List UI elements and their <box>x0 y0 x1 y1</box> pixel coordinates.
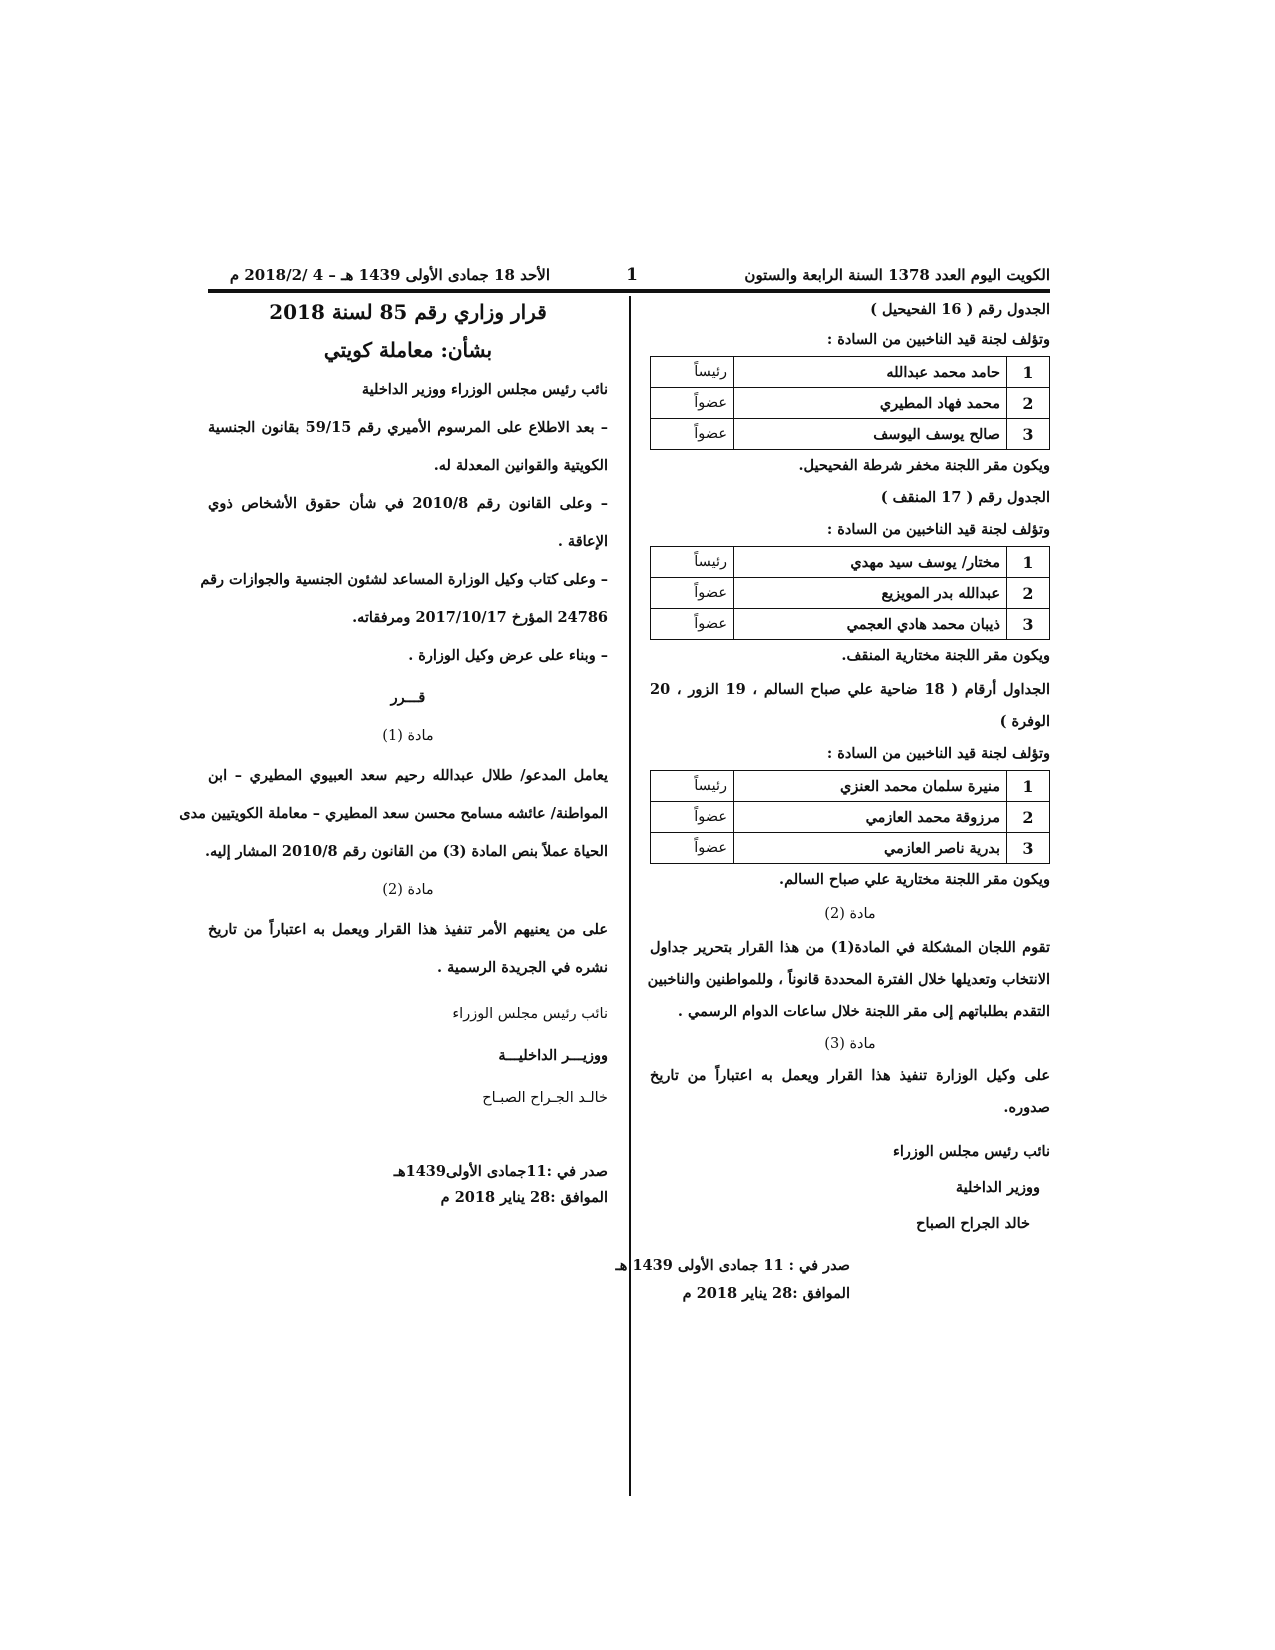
table-row <box>651 357 1050 388</box>
table-18-20-heading-2: الوفرة ) <box>999 713 1050 730</box>
member-name: بدرية ناصر العازمي <box>734 833 1007 864</box>
row-number: 1 <box>1007 771 1050 802</box>
member-name: منيرة سلمان محمد العنزي <box>734 771 1007 802</box>
table-18-20-seat: ويكون مقر اللجنة مختارية علي صباح السالم. <box>779 871 1050 888</box>
member-role: رئيساً <box>651 357 734 388</box>
issue-date-block <box>615 1256 1050 1304</box>
member-role: رئيساً <box>651 547 734 578</box>
member-role: عضواً <box>651 419 734 450</box>
committee-table-17 <box>650 546 1050 640</box>
left-issued-gregorian: الموافق :28 يناير 2018 م <box>440 1189 608 1206</box>
decision-issuer: نائب رئيس مجلس الوزراء ووزير الداخلية <box>361 381 608 398</box>
member-role: رئيساً <box>651 771 734 802</box>
header-date: الأحد 18 جمادى الأولى 1439 هـ – 4 /2018/2 م <box>229 266 550 284</box>
table-18-20-intro: وتؤلف لجنة قيد الناخبين من السادة : <box>826 745 1050 762</box>
article-3-title: مادة (3) <box>824 1036 876 1052</box>
preamble-3-line-1: – وعلى كتاب وكيل الوزارة المساعد لشئون الجنسية والجوازات رقم <box>200 571 608 588</box>
article-2-left-line-1: على من يعنيهم الأمر تنفيذ هذا القرار ويعمل به اعتباراً من تاريخ <box>208 921 608 938</box>
table-17-intro: وتؤلف لجنة قيد الناخبين من السادة : <box>826 521 1050 538</box>
decision-subject: بشأن: معاملة كويتي <box>323 338 493 362</box>
preamble-2-line-1: – وعلى القانون رقم 2010/8 في شأن حقوق الأشخاص ذوي <box>208 495 608 512</box>
member-name: محمد فهاد المطيري <box>734 388 1007 419</box>
article-2-line-3: التقدم بطلباتهم إلى مقر اللجنة خلال ساعات الدوام الرسمي . <box>677 1003 1050 1020</box>
row-number: 3 <box>1007 419 1050 450</box>
row-number: 3 <box>1007 833 1050 864</box>
table-row <box>651 609 1050 640</box>
table-row <box>651 833 1050 864</box>
table-16-seat: ويكون مقر اللجنة مخفر شرطة الفحيحيل. <box>798 457 1050 474</box>
preamble-1-line-2: الكويتية والقوانين المعدلة له. <box>433 457 608 474</box>
preamble-3-line-2: 24786 المؤرخ 2017/10/17 ومرفقاته. <box>352 609 608 626</box>
left-signature-name: خالـد الجـراح الصبـاح <box>482 1090 608 1106</box>
article-1-line-1: يعامل المدعو/ طلال عبدالله رحيم سعد العبيوي المطيري – ابن <box>208 767 608 784</box>
column-divider <box>629 296 631 1496</box>
header-rule <box>208 289 1050 293</box>
table-row <box>651 578 1050 609</box>
table-18-20-heading-1: الجداول أرقام ( 18 ضاحية علي صباح السالم ، 19 الزور ، 20 <box>650 681 1050 698</box>
header-issue-info: الكويت اليوم العدد 1378 السنة الرابعة والستون <box>744 266 1050 284</box>
member-role: عضواً <box>651 388 734 419</box>
article-2-line-1: تقوم اللجان المشكلة في المادة(1) من هذا القرار بتحرير جداول <box>650 939 1051 956</box>
table-row <box>651 419 1050 450</box>
decided-heading: قـــرر <box>390 689 426 706</box>
article-3-line-2: صدوره. <box>1003 1099 1050 1116</box>
member-role: عضواً <box>651 578 734 609</box>
issued-hijri: صدر في : 11 جمادى الأولى 1439 هـ <box>615 1257 850 1274</box>
member-role: عضواً <box>651 609 734 640</box>
issued-gregorian: الموافق :28 يناير 2018 م <box>682 1285 850 1302</box>
row-number: 2 <box>1007 578 1050 609</box>
member-name: حامد محمد عبدالله <box>734 357 1007 388</box>
article-1-line-2: المواطنة/ عائشه مسامح محسن سعد المطيري – معاملة الكويتيين مدى <box>179 805 608 822</box>
decision-title: قرار وزاري رقم 85 لسنة 2018 <box>269 300 547 324</box>
row-number: 2 <box>1007 388 1050 419</box>
preamble-1-line-1: – بعد الاطلاع على المرسوم الأميري رقم 59/15 بقانون الجنسية <box>208 419 609 436</box>
left-issued-hijri: صدر في :11جمادى الأولى1439هـ <box>393 1163 608 1180</box>
table-row <box>651 802 1050 833</box>
member-name: صالح يوسف اليوسف <box>734 419 1007 450</box>
signature-ministry: ووزير الداخلية <box>955 1179 1040 1196</box>
signature-title: نائب رئيس مجلس الوزراء <box>893 1143 1050 1160</box>
page-number: 1 <box>626 265 638 285</box>
right-column <box>615 298 1051 1304</box>
member-name: ذيبان محمد هادي العجمي <box>734 609 1007 640</box>
member-name: مختار/ يوسف سيد مهدي <box>734 547 1007 578</box>
left-signature-title: نائب رئيس مجلس الوزراء <box>452 1006 608 1022</box>
table-17-heading: الجدول رقم ( 17 المنقف ) <box>880 489 1050 506</box>
article-2-title: مادة (2) <box>824 906 876 922</box>
table-16-intro: وتؤلف لجنة قيد الناخبين من السادة : <box>826 331 1050 348</box>
article-2-title-left: مادة (2) <box>382 882 434 898</box>
row-number: 1 <box>1007 357 1050 388</box>
table-row <box>651 388 1050 419</box>
table-row <box>651 771 1050 802</box>
table-16-heading: الجدول رقم ( 16 الفحيحيل ) <box>870 301 1050 318</box>
member-name: عبدالله بدر المويزيع <box>734 578 1007 609</box>
committee-table-18-20 <box>650 770 1050 864</box>
member-name: مرزوقة محمد العازمي <box>734 802 1007 833</box>
article-1-title: مادة (1) <box>382 728 434 744</box>
article-2-left-line-2: نشره في الجريدة الرسمية . <box>436 959 608 976</box>
left-signature-ministry: ووزيـــر الداخليـــة <box>498 1047 608 1064</box>
committee-table-16 <box>650 356 1050 450</box>
left-column <box>179 298 609 1208</box>
member-role: عضواً <box>651 802 734 833</box>
row-number: 3 <box>1007 609 1050 640</box>
signature-name: خالد الجراح الصباح <box>916 1215 1030 1232</box>
row-number: 2 <box>1007 802 1050 833</box>
member-role: عضواً <box>651 833 734 864</box>
row-number: 1 <box>1007 547 1050 578</box>
table-17-seat: ويكون مقر اللجنة مختارية المنقف. <box>841 647 1050 664</box>
article-3-line-1: على وكيل الوزارة تنفيذ هذا القرار ويعمل به اعتباراً من تاريخ <box>650 1067 1050 1084</box>
article-2-line-2: الانتخاب وتعديلها خلال الفترة المحددة قانوناً ، وللمواطنين والناخبين <box>647 971 1050 988</box>
preamble-2-line-2: الإعاقة . <box>557 533 608 550</box>
preamble-4: – وبناء على عرض وكيل الوزارة . <box>408 647 608 664</box>
table-row <box>651 547 1050 578</box>
article-1-line-3: الحياة عملاً بنص المادة (3) من القانون رقم 2010/8 المشار إليه. <box>204 843 608 860</box>
